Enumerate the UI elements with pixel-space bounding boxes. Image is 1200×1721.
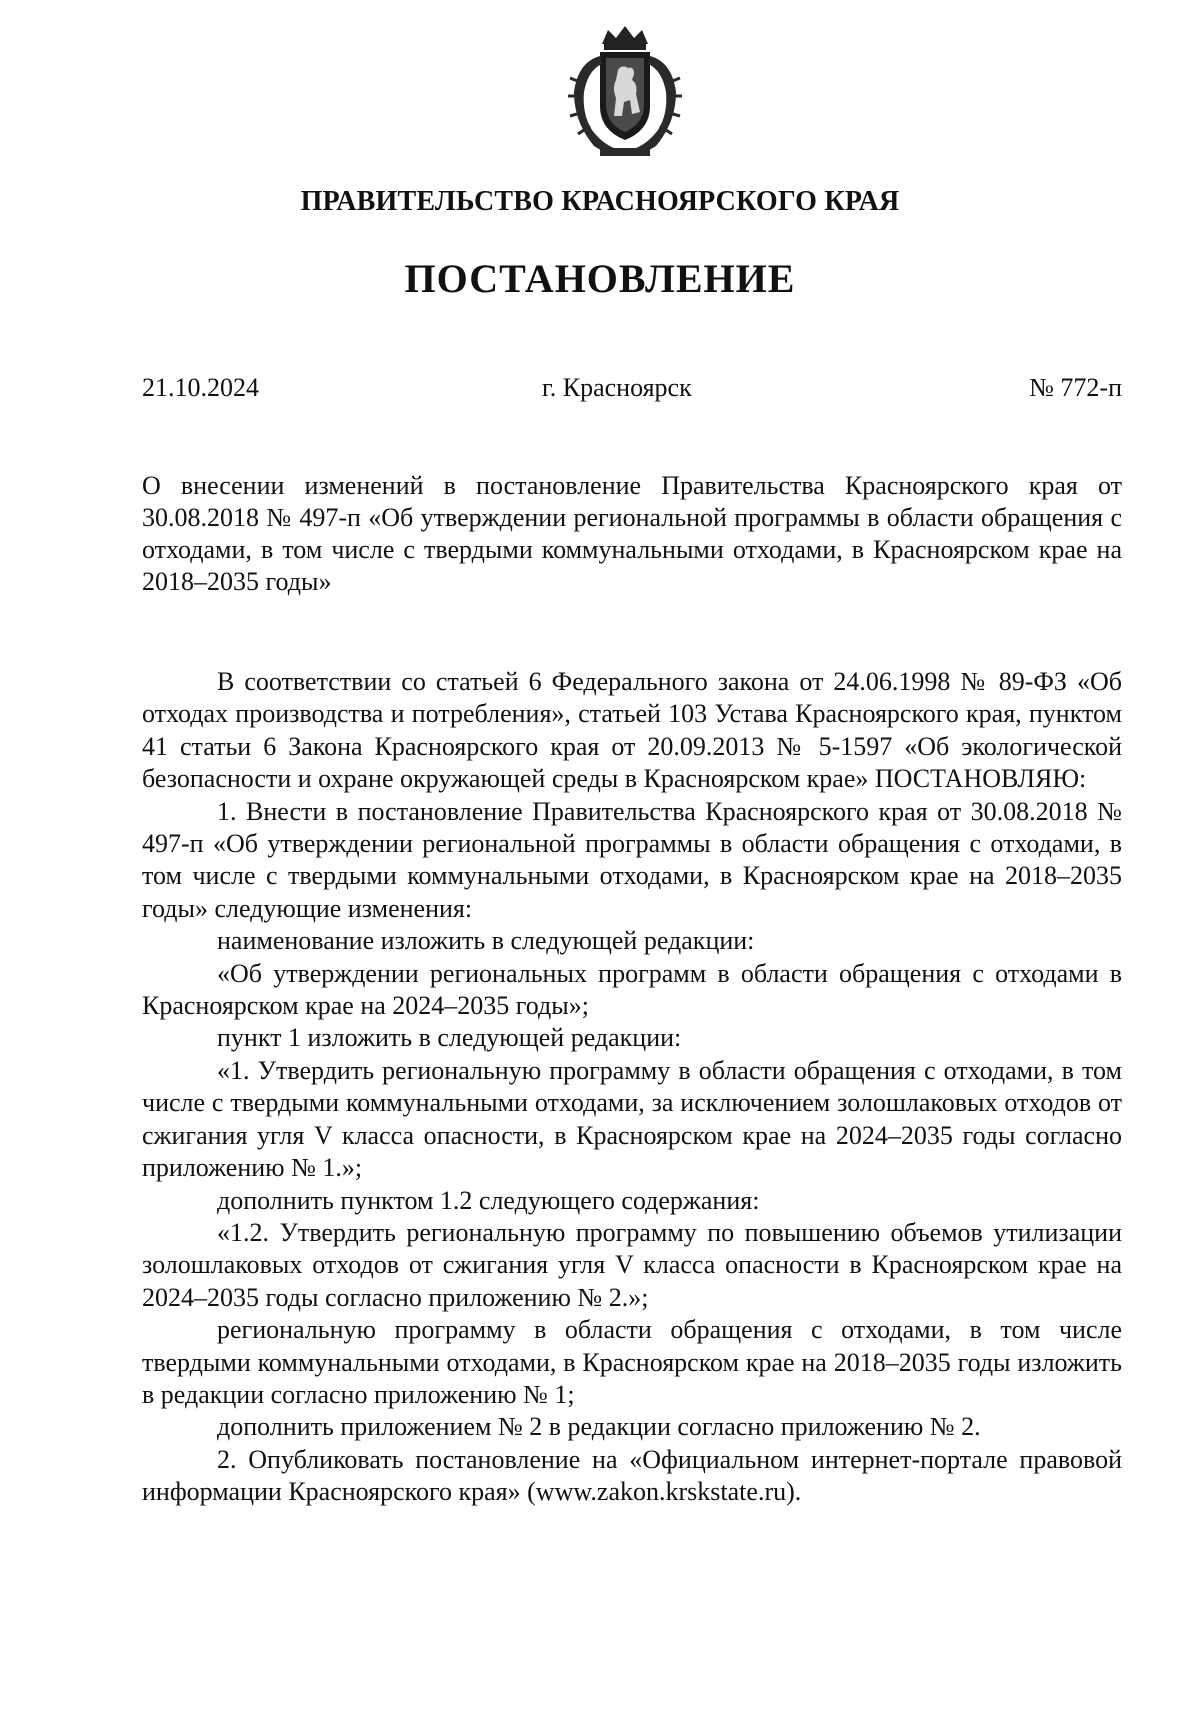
document-date: 21.10.2024 — [142, 373, 259, 402]
document-number: № 772-п — [1029, 373, 1122, 402]
document-meta-row — [142, 373, 1122, 407]
paragraph: «1. Утвердить региональную программу в области обращения с отходами, в том числе с твердыми коммунальными отходами, за исключением золошлаковых отходов от сжигания угля V класса опасности, в Красноярском крае на 2024–2035 годы согласно приложению № 1.»; — [142, 1055, 1122, 1183]
coat-of-arms-icon — [560, 22, 690, 162]
paragraph: «1.2. Утвердить региональную программу по повышению объемов утилизации золошлаковых отходов от сжигания угля V класса опасности в Красноярском крае на 2024–2035 годы согласно приложению № 2.»; — [142, 1217, 1122, 1312]
paragraph: дополнить пунктом 1.2 следующего содержания: — [217, 1185, 760, 1215]
paragraph: дополнить приложением № 2 в редакции согласно приложению № 2. — [217, 1412, 981, 1442]
document-subject: О внесении изменений в постановление Правительства Красноярского края от 30.08.2018 № 497-п «Об утверждении региональной программы в области обращения с отходами, в том числе с твердыми коммунальными отходами, в Красноярском крае на 2018–2035 годы» — [142, 471, 1122, 596]
paragraph-item-1: 1. Внести в постановление Правительства Красноярского края от 30.08.2018 № 497-п «Об утверждении региональной программы в области обращения с отходами, в том числе с твердыми коммунальными отходами, в Красноярском крае на 2018–2035 годы» следующие изменения: — [142, 796, 1122, 923]
paragraph: «Об утверждении региональных программ в области обращения с отходами в Красноярском крае на 2024–2035 годы»; — [142, 958, 1122, 1021]
paragraph: региональную программу в области обращения с отходами, в том числе твердыми коммунальными отходами, в Красноярском крае на 2018–2035 годы изложить в редакции согласно приложению № 1; — [142, 1315, 1122, 1409]
paragraph: пункт 1 изложить в следующей редакции: — [217, 1023, 682, 1053]
paragraph: наименование изложить в следующей редакции: — [217, 926, 755, 956]
document-type-heading: ПОСТАНОВЛЕНИЕ — [404, 256, 796, 301]
document-body — [142, 666, 1122, 1509]
document-city: г. Красноярск — [542, 373, 692, 402]
organization-title: ПРАВИТЕЛЬСТВО КРАСНОЯРСКОГО КРАЯ — [300, 186, 900, 217]
paragraph-preamble: В соответствии со статьей 6 Федерального закона от 24.06.1998 № 89-ФЗ «Об отходах производства и потребления», статьей 103 Устава Красноярского края, пунктом 41 статьи 6 Закона Красноярского края от 20.09.2013 № 5-1597 «Об экологической безопасности и охране окружающей среды в Красноярском крае» ПОСТАНОВЛЯЮ: — [142, 667, 1122, 794]
paragraph-item-2: 2. Опубликовать постановление на «Официальном интернет-портале правовой информации Красноярского края» (www.zakon.krskstate.ru). — [142, 1444, 1122, 1507]
